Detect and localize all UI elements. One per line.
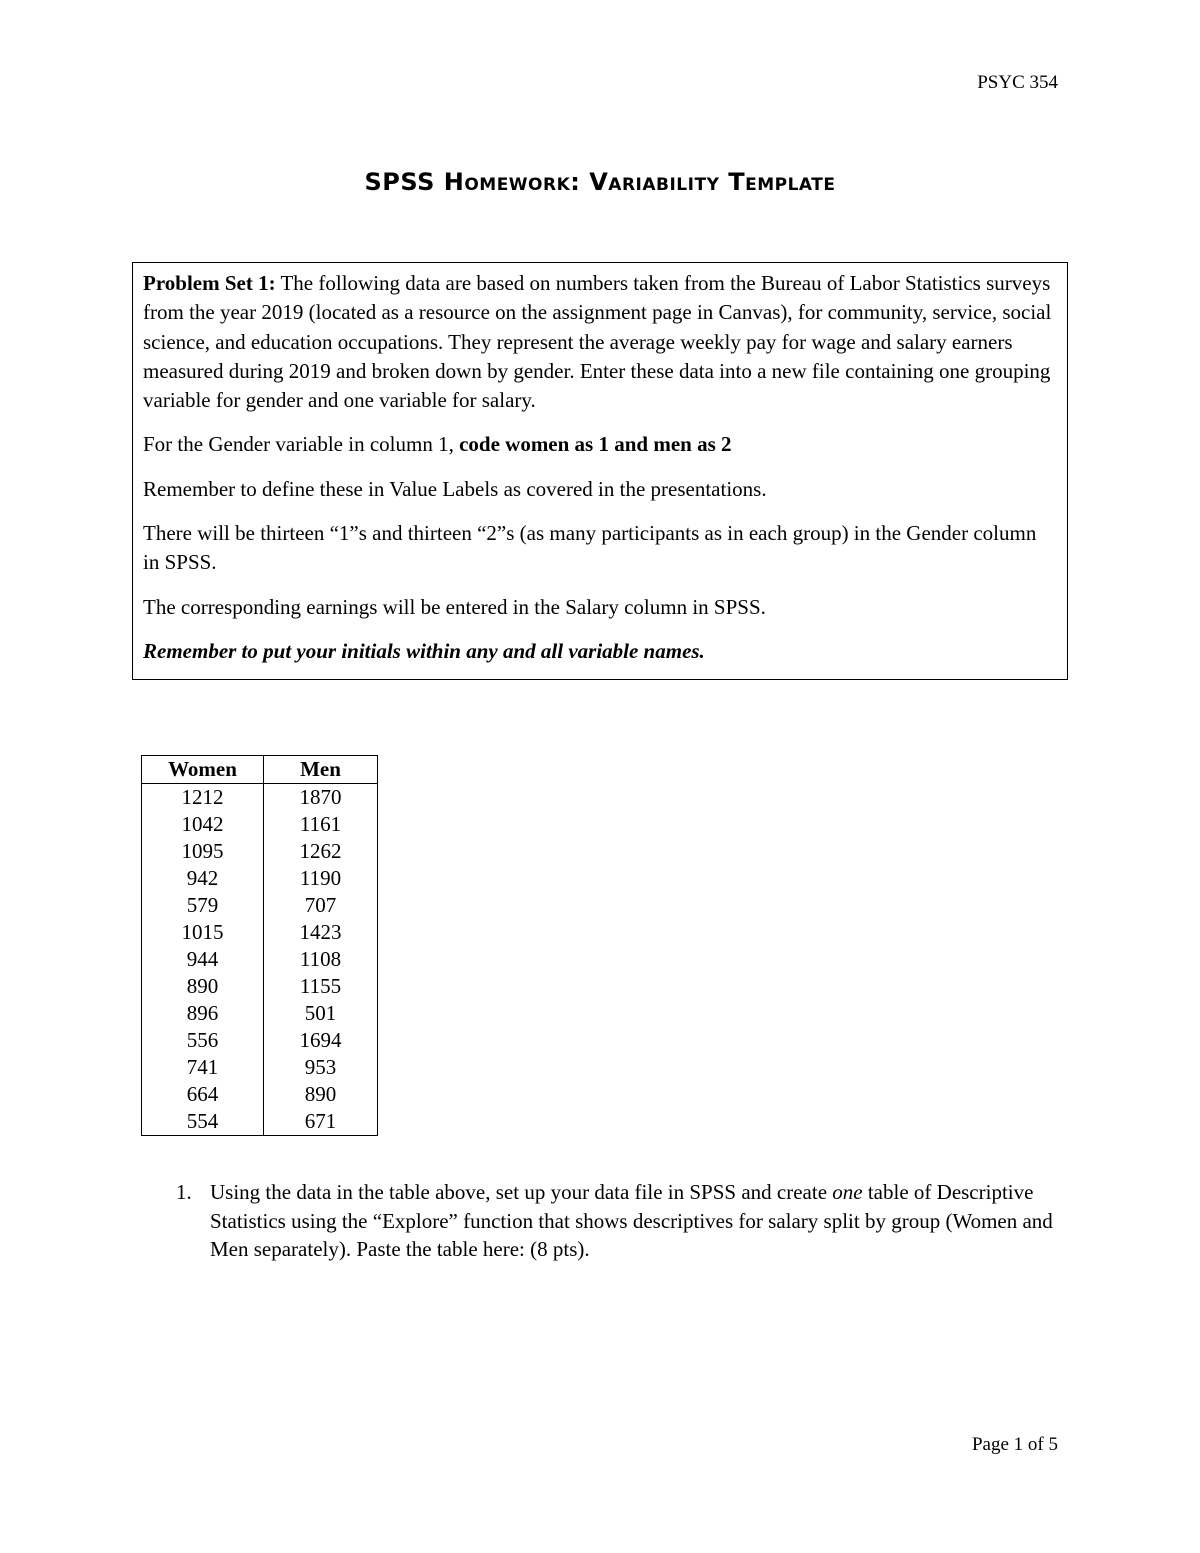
table-row [142, 865, 378, 892]
women-salary-cell: 664 [142, 1081, 264, 1108]
question-text [210, 1178, 1066, 1264]
women-salary-cell: 556 [142, 1027, 264, 1054]
gender-coding-prefix: For the Gender variable in column 1, [143, 432, 460, 457]
salary-data-table [141, 755, 378, 1136]
problem-set-box [132, 262, 1068, 680]
table-row [142, 973, 378, 1000]
question-text-b: table of Descriptive Statistics using the “Explore” function that shows descriptives for salary split by group (Women and Men separately). Paste the table here: (8 pts). [210, 1180, 1053, 1261]
gender-coding-instruction [143, 430, 1057, 459]
women-salary-cell: 944 [142, 946, 264, 973]
problem-set-intro-text: The following data are based on numbers taken from the Bureau of Labor Statistics surveys from the year 2019 (located as a resource on the assignment page in Canvas), for community, service, social science, and education occupations. They represent the average weekly pay for wage and salary earners measured during 2019 and broken down by gender. Enter these data into a new file containing one grouping variable for gender and one variable for salary. [143, 271, 1052, 413]
problem-set-intro [143, 269, 1057, 415]
men-salary-cell: 501 [264, 1000, 378, 1027]
question-text-emphasis: one [832, 1180, 863, 1204]
table-row [142, 1054, 378, 1081]
men-salary-cell: 707 [264, 892, 378, 919]
earnings-instruction: The corresponding earnings will be entered in the Salary column in SPSS. [143, 594, 766, 619]
women-salary-cell: 1212 [142, 784, 264, 812]
table-row [142, 1108, 378, 1136]
table-row [142, 811, 378, 838]
value-labels-instruction: Remember to define these in Value Labels as covered in the presentations. [143, 476, 767, 501]
question-text-a: Using the data in the table above, set up your data file in SPSS and create [210, 1180, 833, 1204]
table-row [142, 784, 378, 812]
men-salary-cell: 1262 [264, 838, 378, 865]
men-salary-cell: 890 [264, 1081, 378, 1108]
women-salary-cell: 1042 [142, 811, 264, 838]
table-row [142, 1000, 378, 1027]
women-salary-cell: 942 [142, 865, 264, 892]
women-salary-cell: 554 [142, 1108, 264, 1136]
column-header-women: Women [142, 756, 264, 784]
table-header-row [142, 756, 378, 784]
table-row [142, 838, 378, 865]
gender-coding-bold: code women as 1 and men as 2 [459, 432, 732, 457]
men-salary-cell: 1190 [264, 865, 378, 892]
table-row [142, 1081, 378, 1108]
counts-instruction: There will be thirteen “1”s and thirteen “2”s (as many participants as in each group) in the Gender column in SPSS. [143, 521, 1037, 575]
women-salary-cell: 890 [142, 973, 264, 1000]
page-number: Page 1 of 5 [971, 1434, 1058, 1455]
men-salary-cell: 1108 [264, 946, 378, 973]
initials-reminder: Remember to put your initials within any and all variable names. [143, 638, 705, 663]
table-row [142, 919, 378, 946]
men-salary-cell: 1870 [264, 784, 378, 812]
question-number: 1. [176, 1180, 192, 1204]
men-salary-cell: 671 [264, 1108, 378, 1136]
men-salary-cell: 1161 [264, 811, 378, 838]
table-row [142, 1027, 378, 1054]
men-salary-cell: 1423 [264, 919, 378, 946]
table-row [142, 892, 378, 919]
course-code: PSYC 354 [977, 72, 1058, 93]
women-salary-cell: 1015 [142, 919, 264, 946]
men-salary-cell: 1694 [264, 1027, 378, 1054]
page-title: SPSS Homework: Variability Template [364, 168, 836, 196]
question-1 [176, 1178, 1066, 1264]
table-row [142, 946, 378, 973]
women-salary-cell: 1095 [142, 838, 264, 865]
column-header-men: Men [264, 756, 378, 784]
women-salary-cell: 579 [142, 892, 264, 919]
women-salary-cell: 741 [142, 1054, 264, 1081]
problem-set-label: Problem Set 1: [143, 271, 276, 295]
women-salary-cell: 896 [142, 1000, 264, 1027]
men-salary-cell: 953 [264, 1054, 378, 1081]
men-salary-cell: 1155 [264, 973, 378, 1000]
